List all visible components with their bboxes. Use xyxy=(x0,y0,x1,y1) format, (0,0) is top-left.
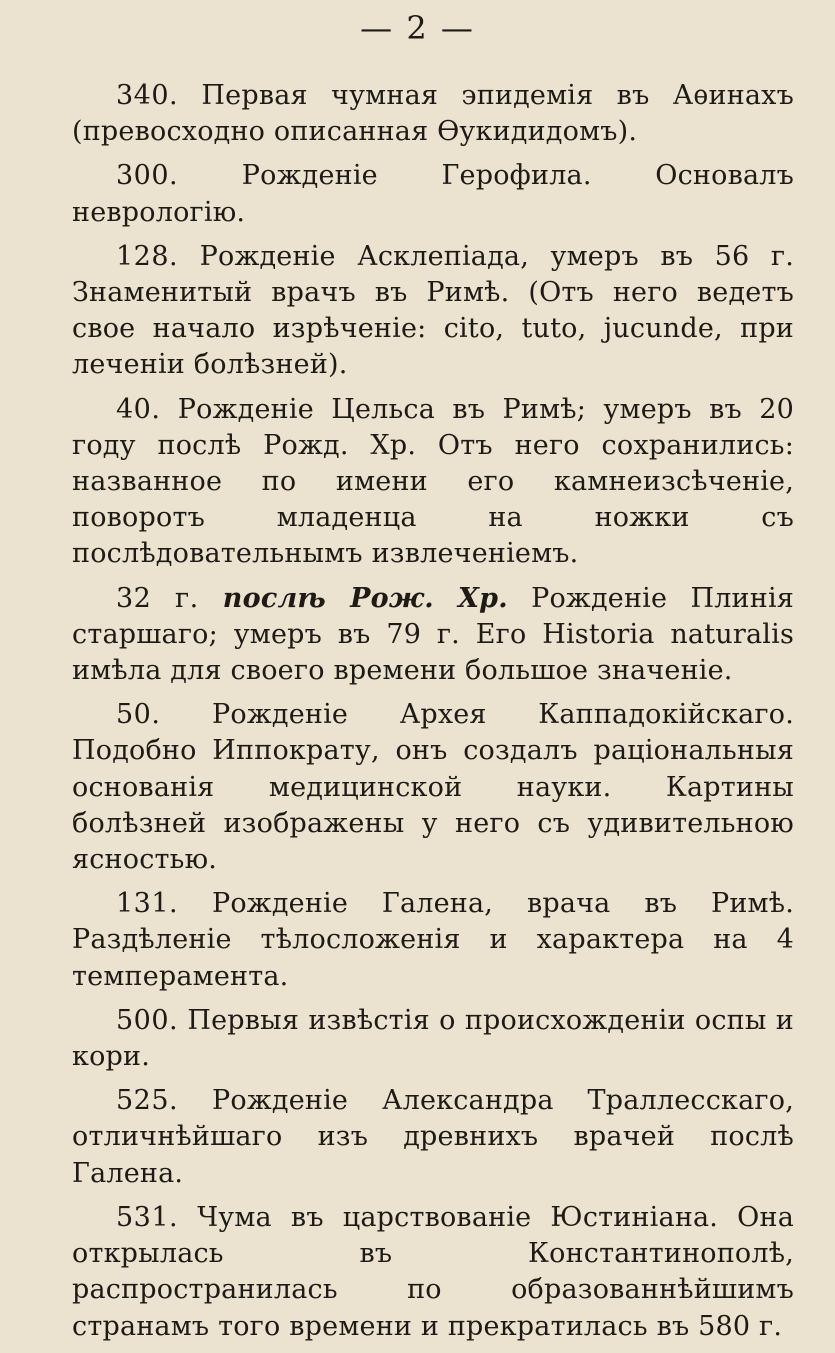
entry-text: Рожденіе Цельса въ Римѣ; умеръ въ 20 году послѣ Рожд. Хр. Отъ него сохранились: названное по имени его камнеизсѣченіе, поворотъ младенца на ножки съ послѣдовательнымъ извлеченіемъ. xyxy=(72,393,794,570)
entry-year: 128. xyxy=(116,240,179,272)
entry-year: 531. xyxy=(116,1201,179,1233)
chronology-text xyxy=(72,78,794,1353)
entry-year: 131. xyxy=(116,888,179,920)
page-number: — 2 — xyxy=(360,9,475,47)
entry-531 xyxy=(72,1200,794,1345)
entry-year: 32 г. xyxy=(116,582,199,614)
entry-text: Рожденіе Александра Траллесскаго, отличнѣйшаго изъ древнихъ врачей послѣ Галена. xyxy=(72,1085,794,1189)
entry-year: 525. xyxy=(116,1085,179,1117)
entry-text: Рожденіе Асклепіада, умеръ въ 56 г. Знаменитый врачъ въ Римѣ. (Отъ него ведетъ свое начало изрѣченіе: cito, tuto, jucunde, при леченіи болѣзней). xyxy=(72,240,794,381)
entry-text: Рожденіе Галена, врача въ Римѣ. Раздѣленіе тѣлосложенія и характера на 4 темперамента. xyxy=(72,888,794,992)
entry-500 xyxy=(72,1003,794,1075)
entry-text: Рожденіе Плинія старшаго; умеръ въ 79 г. Его Historia naturalis имѣла для своего времени большое значеніе. xyxy=(72,582,795,687)
entry-50 xyxy=(72,697,794,878)
entry-text: Рожденіе Архея Каппадокійскаго. Подобно Иппократу, онъ создалъ раціональныя основанія медицинской науки. Картины болѣзней изображены у него съ удивительною ясностью. xyxy=(72,699,794,876)
entry-text: Первая чумная эпидемія въ Аѳинахъ (превосходно описанная Ѳукидидомъ). xyxy=(72,80,794,148)
entry-40 xyxy=(72,392,794,573)
entry-text: Первыя извѣстія о происхожденіи оспы и кори. xyxy=(72,1004,794,1073)
entry-year: 340. xyxy=(116,80,179,111)
entry-text: Рожденіе Герофила. Основалъ неврологію. xyxy=(72,160,794,228)
entry-year: 300. xyxy=(116,160,179,192)
entry-128 xyxy=(72,239,794,384)
entry-525 xyxy=(72,1083,794,1192)
entry-year: 40. xyxy=(116,393,161,425)
entry-year: 50. xyxy=(116,699,161,731)
entry-131 xyxy=(72,886,794,995)
entry-text: Чума въ царствованіе Юстиніана. Она открылась въ Константинополѣ, распространилась по образованнѣйшимъ странамъ того времени и прекратилась въ 580 г. xyxy=(72,1201,794,1342)
entry-300 xyxy=(72,158,794,230)
entry-year: 500. xyxy=(116,1004,179,1036)
entry-32 xyxy=(72,581,794,690)
entry-340 xyxy=(72,78,794,150)
entry-era-note: послѣ Рож. Хр. xyxy=(198,582,508,614)
